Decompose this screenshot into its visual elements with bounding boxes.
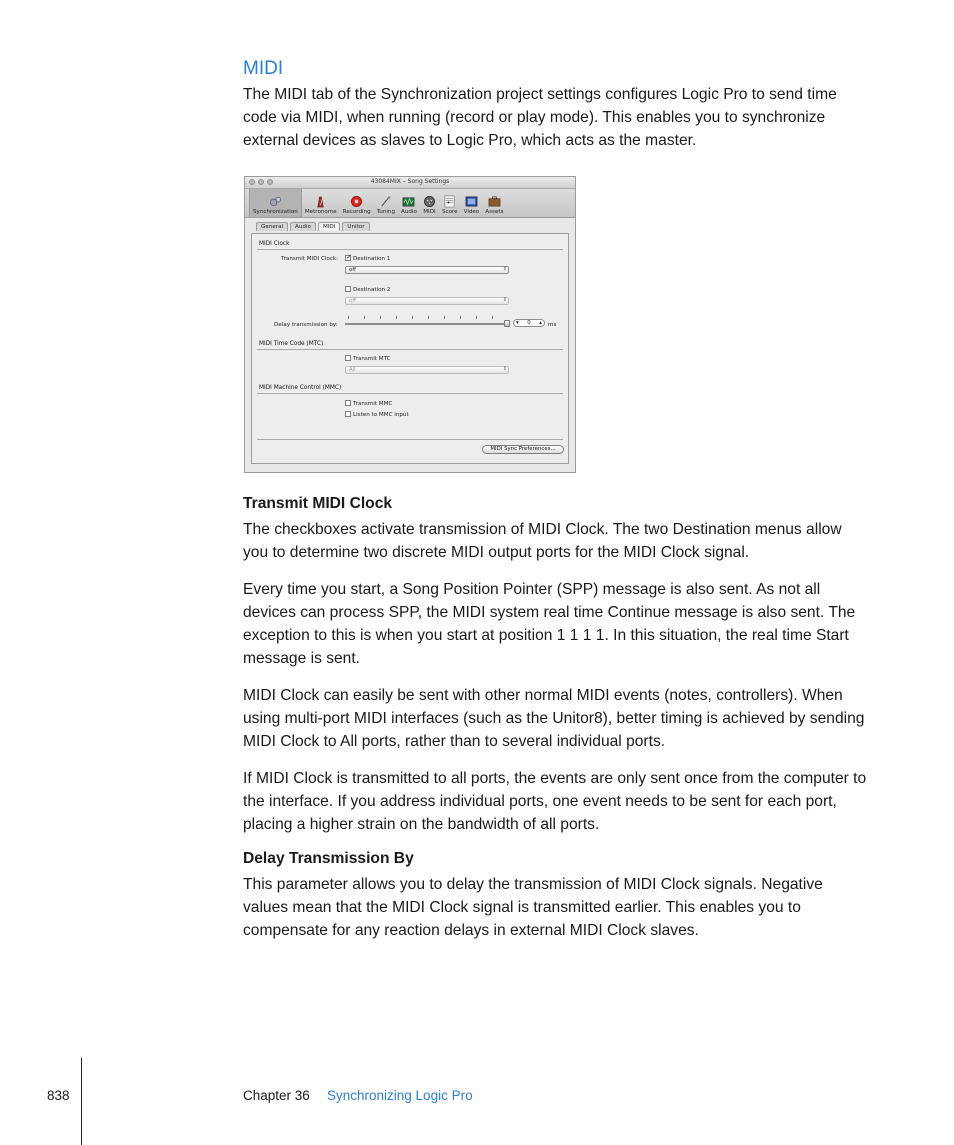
chapter-label: Chapter 36 (243, 1088, 310, 1103)
destination-2-popup[interactable] (345, 297, 509, 305)
tab-audio[interactable]: Audio (290, 222, 316, 231)
mtc-heading: MIDI Time Code (MTC) (259, 341, 324, 347)
tab-general[interactable]: General (256, 222, 288, 231)
mtc-port-value: All (349, 367, 356, 373)
assets-icon (488, 195, 501, 208)
toolbar-synchronization[interactable] (249, 189, 302, 217)
popup-arrows-icon: ⇕ (502, 297, 507, 303)
transmit-mmc-label: Transmit MMC (353, 401, 393, 407)
slider-tick (380, 316, 381, 319)
delay-transmission-heading: Delay Transmission By (243, 850, 414, 867)
midi-clock-heading: MIDI Clock (259, 241, 290, 247)
transmit-mtc-label: Transmit MTC (353, 356, 391, 362)
delay-slider-thumb[interactable] (504, 320, 510, 327)
destination-2-value: off (349, 298, 357, 304)
toolbar-label: Recording (342, 209, 371, 215)
decrement-icon[interactable]: ▾ (516, 320, 519, 326)
checkbox-unchecked[interactable] (345, 411, 351, 417)
toolbar-midi[interactable] (420, 189, 439, 217)
destination-1-value: off (349, 267, 357, 273)
transmit-paragraph-2: Every time you start, a Song Position Pointer (SPP) message is also sent. As not all devices can process SPP, the MIDI system real time Continue message is also sent. The exception to this is when you start at position 1 1 1 1. In this situation, the real time Start message is sent. (243, 581, 856, 667)
audio-icon (402, 195, 415, 208)
destination-2-checkbox[interactable] (345, 286, 390, 293)
slider-tick (492, 316, 493, 319)
transmit-paragraph-1: The checkboxes activate transmission of MIDI Clock. The two Destination menus allow you to determine two discrete MIDI output ports for the MIDI Clock signal. (243, 521, 842, 561)
toolbar-recording[interactable] (340, 189, 374, 217)
footer-divider (81, 1058, 82, 1145)
divider (257, 349, 563, 350)
toolbar-label: Assets (485, 209, 504, 215)
toolbar-audio[interactable] (398, 189, 420, 217)
page-number: 838 (47, 1088, 70, 1103)
destination-1-label: Destination 1 (353, 256, 391, 262)
intro-paragraph: The MIDI tab of the Synchronization project settings configures Logic Pro to send time code via MIDI, when running (record or play mode). This enables you to synchronize external devices as slaves to Logic Pro, which acts as the master. (243, 86, 837, 149)
toolbar-label: Metronome (304, 209, 337, 215)
tab-midi[interactable]: MIDI (318, 222, 340, 231)
song-settings-screenshot (244, 176, 576, 473)
toolbar-label: MIDI (423, 209, 436, 215)
checkbox-unchecked[interactable] (345, 286, 351, 292)
tab-unitor[interactable]: Unitor (342, 222, 369, 231)
section-title: MIDI (243, 58, 284, 79)
chapter-title-link[interactable]: Synchronizing Logic Pro (327, 1088, 473, 1103)
toolbar-video[interactable] (461, 189, 483, 217)
slider-tick (428, 316, 429, 319)
window-titlebar (245, 177, 575, 189)
toolbar-tuning[interactable] (374, 189, 398, 217)
toolbar-label: Audio (401, 209, 417, 215)
tuning-icon (379, 195, 392, 208)
slider-tick (348, 316, 349, 319)
mtc-port-popup[interactable] (345, 366, 509, 374)
toolbar-metronome[interactable] (302, 189, 340, 217)
transmit-paragraph-3: MIDI Clock can easily be sent with other normal MIDI events (notes, controllers). When using multi-port MIDI interfaces (such as the Unitor8), better timing is achieved by sending MIDI Clock to All ports, rather than to several individual ports. (243, 687, 865, 750)
slider-tick (444, 316, 445, 319)
delay-transmission-label: Delay transmission by: (274, 322, 338, 328)
destination-1-popup[interactable] (345, 266, 509, 274)
increment-icon[interactable]: ▴ (539, 320, 542, 326)
divider (257, 439, 563, 440)
settings-toolbar (245, 189, 575, 218)
divider (257, 249, 563, 250)
mmc-heading: MIDI Machine Control (MMC) (259, 385, 342, 391)
popup-arrows-icon: ⇕ (502, 366, 507, 372)
destination-2-label: Destination 2 (353, 287, 391, 293)
delay-paragraph: This parameter allows you to delay the transmission of MIDI Clock signals. Negative values mean that the MIDI Clock signal is transmitted earlier. This enables you to compensate for any reaction delays in external MIDI Clock slaves. (243, 876, 823, 939)
delay-value-stepper[interactable] (513, 319, 545, 327)
score-icon (443, 195, 456, 208)
checkbox-unchecked[interactable] (345, 400, 351, 406)
toolbar-assets[interactable] (482, 189, 506, 217)
transmit-paragraph-4: If MIDI Clock is transmitted to all ports, the events are only sent once from the computer to the interface. If you address individual ports, one event needs to be sent for each port, placing a higher strain on the bandwidth of all ports. (243, 770, 867, 833)
synchronization-icon (269, 195, 282, 208)
destination-1-checkbox[interactable] (345, 255, 390, 262)
metronome-icon (314, 195, 327, 208)
toolbar-score[interactable] (439, 189, 461, 217)
toolbar-label: Score (441, 209, 458, 215)
toolbar-label: Synchronization (253, 209, 298, 215)
listen-mmc-label: Listen to MMC input (353, 412, 409, 418)
recording-icon (350, 195, 363, 208)
listen-mmc-checkbox[interactable] (345, 411, 409, 418)
window-title: 43084MIX – Song Settings (370, 178, 450, 185)
toolbar-label: Video (463, 209, 480, 215)
divider (257, 393, 563, 394)
slider-tick (364, 316, 365, 319)
transmit-mtc-checkbox[interactable] (345, 355, 391, 362)
slider-tick (460, 316, 461, 319)
midi-sync-preferences-button[interactable]: MIDI Sync Preferences... (482, 445, 564, 454)
transmit-mmc-checkbox[interactable] (345, 400, 392, 407)
delay-value: 0 (527, 320, 531, 326)
checkbox-unchecked[interactable] (345, 355, 351, 361)
video-icon (465, 195, 478, 208)
slider-tick (476, 316, 477, 319)
popup-arrows-icon: ⇕ (502, 266, 507, 272)
slider-tick (412, 316, 413, 319)
delay-slider-track[interactable] (345, 323, 505, 325)
transmit-midi-clock-label: Transmit MIDI Clock: (281, 256, 339, 262)
delay-unit: ms (548, 322, 557, 328)
checkbox-checked[interactable] (345, 255, 351, 261)
toolbar-label: Tuning (376, 209, 396, 215)
slider-tick (396, 316, 397, 319)
midi-settings-panel (251, 233, 569, 464)
settings-tabs (245, 218, 575, 231)
transmit-midi-clock-heading: Transmit MIDI Clock (243, 495, 393, 512)
midi-icon (423, 195, 436, 208)
